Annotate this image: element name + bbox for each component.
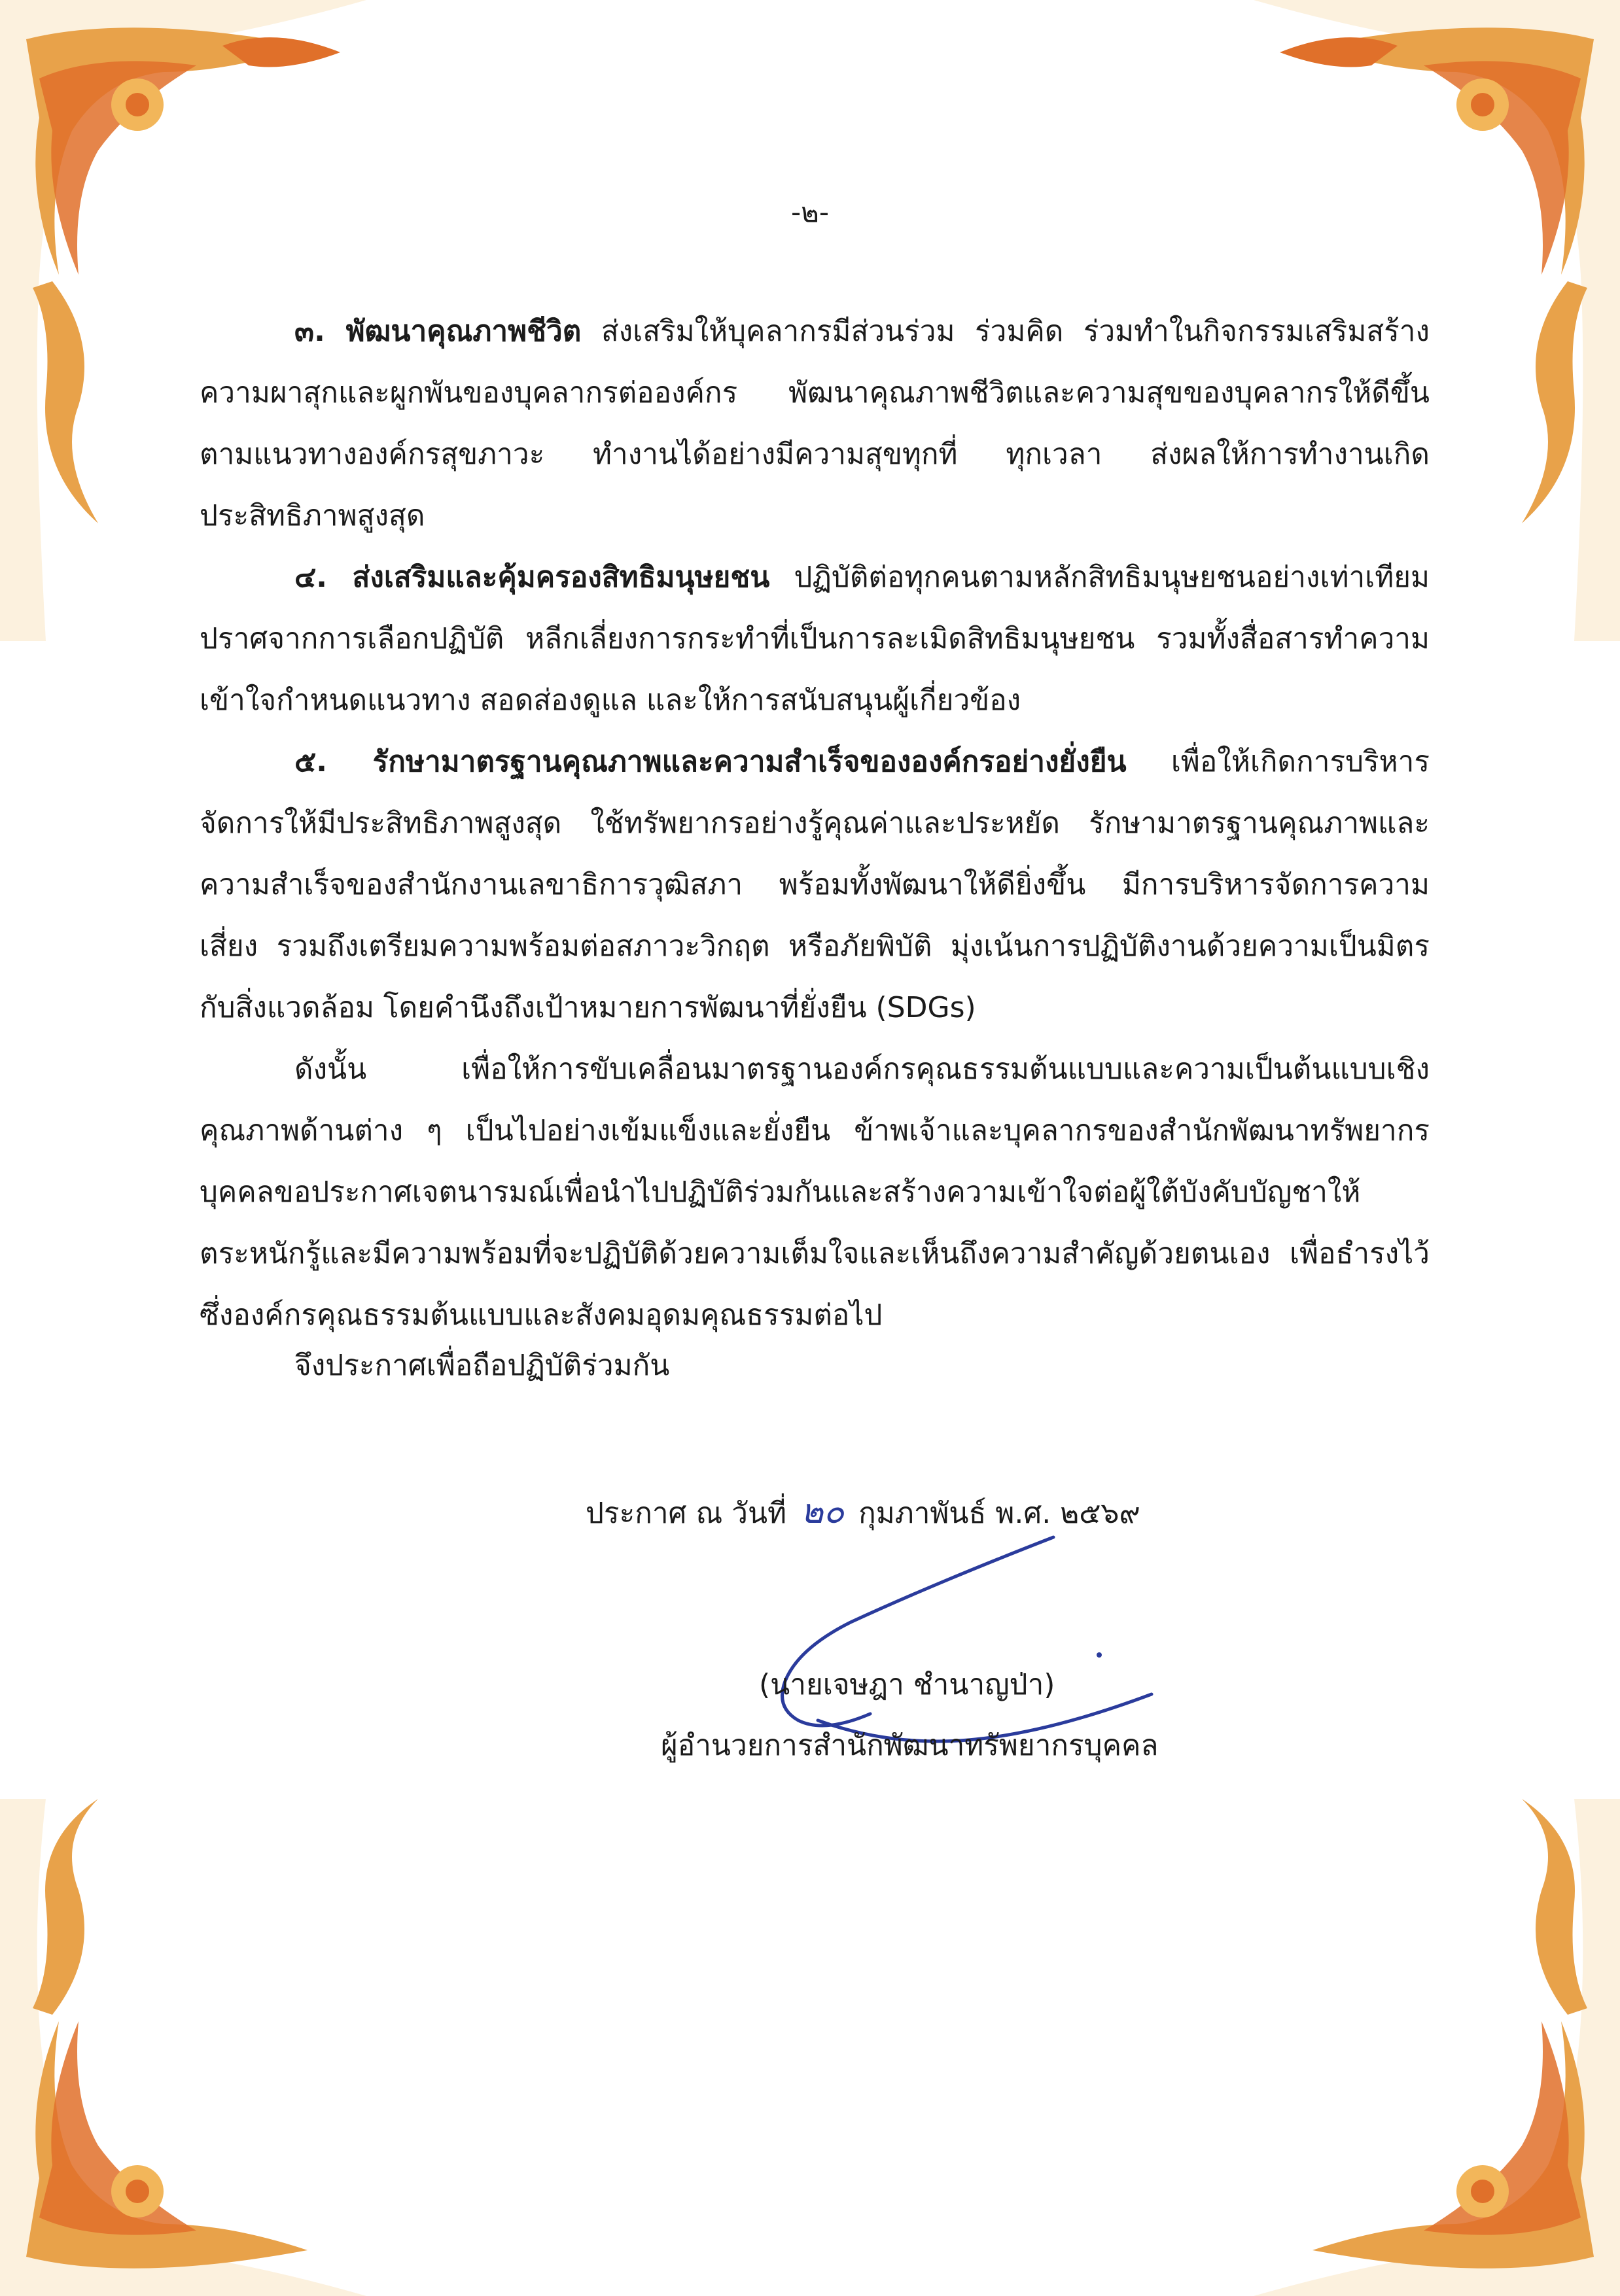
date-day-handwritten: ๒๐ (801, 1492, 845, 1531)
signatory-name: (นายเจษฎา ชำนาญป่า) (759, 1668, 1055, 1701)
conclusion-paragraph (200, 1039, 1430, 1346)
conclusion-text: ดังนั้น เพื่อให้การขับเคลื่อนมาตรฐานองค์กรคุณธรรมต้นแบบและความเป็นต้นแบบเชิงคุณภาพด้านต่าง ๆ เป็นไปอย่างเข้มแข็งและยั่งยืน ข้าพเจ้าและบุคลากรของสำนักพัฒนาทรัพยากรบุคคลขอประกาศเจตนารมณ์เพื่อนำไปปฏิบัติร่วมกันและสร้างความเข้าใจต่อผู้ใต้บังคับบัญชาให้ตระหนักรู้และมีความพร้อมที่จะปฏิบัติด้วยความเต็มใจและเห็นถึงความสำคัญด้วยตนเอง เพื่อธำรงไว้ซึ่งองค์กรคุณธรรมต้นแบบและสังคมอุดมคุณธรรมต่อไป (200, 1052, 1430, 1332)
section-text: ส่งเสริมให้บุคลากรมีส่วนร่วม ร่วมคิด ร่วมทำในกิจกรรมเสริมสร้างความผาสุกและผูกพันของบุคลากรต่อองค์กร พัฒนาคุณภาพชีวิตและความสุขของบุคลากรให้ดีขึ้นตามแนวทางองค์กรสุขภาวะ ทำงานได้อย่างมีความสุขทุกที่ ทุกเวลา ส่งผลให้การทำงานเกิดประสิทธิภาพสูงสุด (200, 315, 1430, 532)
section-3 (200, 301, 1430, 547)
corner-ornament-bottom-left (0, 1799, 366, 2296)
section-text: ปฏิบัติต่อทุกคนตามหลักสิทธิมนุษยชนอย่างเท่าเทียมปราศจากการเลือกปฏิบัติ หลีกเลี่ยงการกระทำที่เป็นการละเมิดสิทธิมนุษยชน รวมทั้งสื่อสารทำความเข้าใจกำหนดแนวทาง สอดส่องดูแล และให้การสนับสนุนผู้เกี่ยวข้อง (200, 561, 1430, 717)
corner-ornament-bottom-right (1254, 1799, 1620, 2296)
section-heading: ๓. พัฒนาคุณภาพชีวิต (294, 315, 582, 348)
signatory-title: ผู้อำนวยการสำนักพัฒนาทรัพยากรบุคคล (661, 1729, 1159, 1762)
page-number: -๒- (791, 196, 829, 228)
section-heading: ๕. รักษามาตรฐานคุณภาพและความสำเร็จขององค์กรอย่างยั่งยืน (294, 745, 1127, 778)
section-5 (200, 731, 1430, 1039)
date-suffix: กุมภาพันธ์ พ.ศ. ๒๕๖๙ (858, 1497, 1140, 1530)
document-body (200, 301, 1430, 1346)
section-text: เพื่อให้เกิดการบริหารจัดการให้มีประสิทธิภาพสูงสุด ใช้ทรัพยากรอย่างรู้คุณค่าและประหยัด รักษามาตรฐานคุณภาพและความสำเร็จของสำนักงานเลขาธิการวุฒิสภา พร้อมทั้งพัฒนาให้ดียิ่งขึ้น มีการบริหารจัดการความเสี่ยง รวมถึงเตรียมความพร้อมต่อสภาวะวิกฤต หรือภัยพิบัติ มุ่งเน้นการปฏิบัติงานด้วยความเป็นมิตรกับสิ่งแวดล้อม โดยคำนึงถึงเป้าหมายการพัฒนาที่ยั่งยืน (SDGs) (200, 745, 1430, 1024)
section-heading: ๔. ส่งเสริมและคุ้มครองสิทธิมนุษยชน (294, 561, 770, 594)
section-4 (200, 547, 1430, 731)
closing-statement: จึงประกาศเพื่อถือปฏิบัติร่วมกัน (294, 1349, 670, 1382)
date-prefix: ประกาศ ณ วันที่ (586, 1497, 787, 1530)
